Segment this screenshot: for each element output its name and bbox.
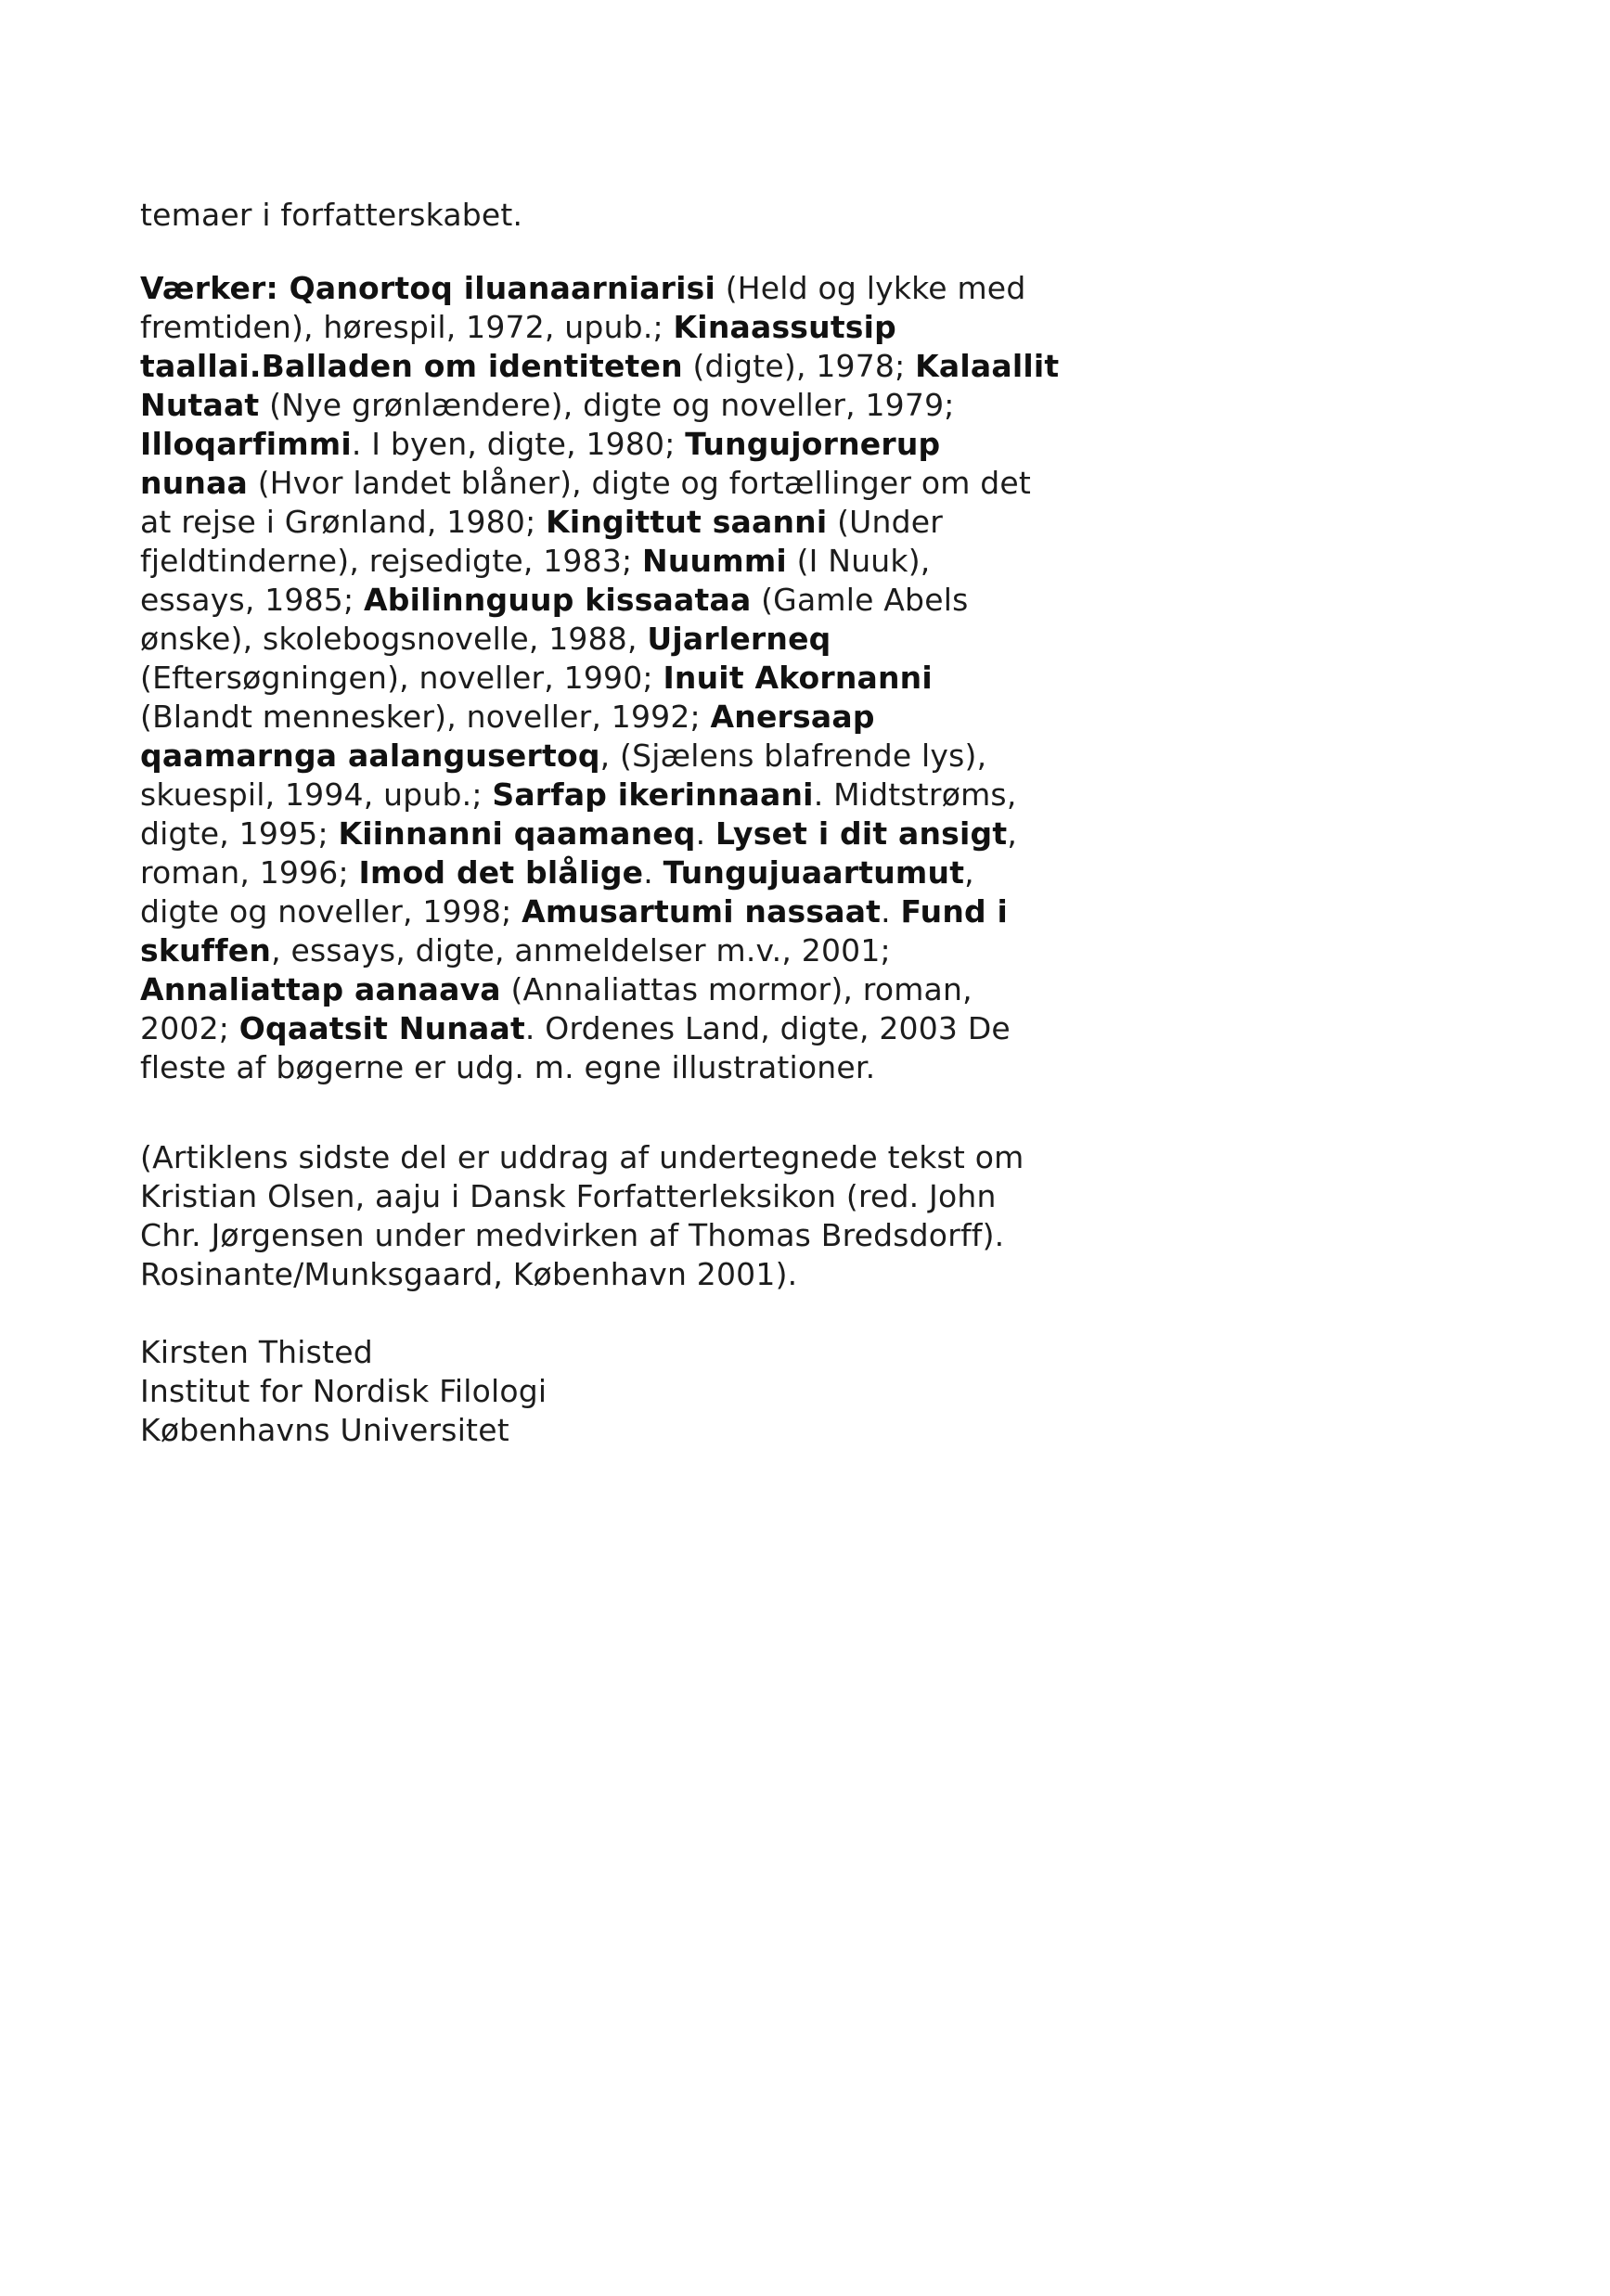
body-text: , (1007, 815, 1018, 852)
works-line (140, 931, 1124, 970)
body-text: (Gamle Abels (751, 582, 969, 618)
body-text: . Midtstrøms, (813, 776, 1017, 813)
body-text: (Held og lykke med (715, 270, 1026, 306)
works-line (140, 464, 1124, 503)
note-line: (Artiklens sidste del er uddrag af undertegnede tekst om (140, 1139, 1024, 1175)
bold-title-text: Tungujuaartumut (663, 854, 965, 891)
works-line (140, 542, 1124, 581)
works-line (140, 347, 1124, 386)
bold-title-text: Nuummi (642, 543, 787, 579)
works-line (140, 970, 1124, 1009)
bold-title-text: Nutaat (140, 387, 260, 423)
source-note-paragraph (140, 1138, 1124, 1294)
intro-paragraph (140, 196, 1124, 235)
bold-title-text: Ujarlerneq (647, 621, 831, 657)
bold-title-text: Kinaassutsip (673, 309, 896, 345)
works-line (140, 386, 1124, 425)
works-line (140, 815, 1124, 853)
body-text: digte, 1995; (140, 815, 339, 852)
body-text: . (695, 815, 716, 852)
body-text: fremtiden), hørespil, 1972, upub.; (140, 309, 674, 345)
body-text: fleste af bøgerne er udg. m. egne illustrationer. (140, 1049, 876, 1085)
author-university: Københavns Universitet (140, 1412, 509, 1448)
bold-title-text: Kiinnanni qaamaneq (338, 815, 696, 852)
works-line (140, 737, 1124, 776)
body-text: (Under (827, 504, 944, 540)
bold-title-text: taallai.Balladen om identiteten (140, 348, 683, 384)
body-text: (Blandt mennesker), noveller, 1992; (140, 699, 711, 735)
bold-title-text: skuffen (140, 932, 272, 968)
bold-title-text: Abilinnguup kissaataa (364, 582, 752, 618)
works-paragraph (140, 269, 1124, 1087)
bold-title-text: Illoqarfimmi (140, 426, 352, 462)
body-text: (digte), 1978; (682, 348, 916, 384)
works-line (140, 1048, 1124, 1087)
works-line (140, 892, 1124, 931)
body-text: (Hvor landet blåner), digte og fortællinger om det (248, 465, 1032, 501)
author-name: Kirsten Thisted (140, 1334, 373, 1370)
body-text: . Ordenes Land, digte, 2003 De (524, 1010, 1011, 1046)
bold-title-text: Kingittut saanni (546, 504, 828, 540)
body-text: at rejse i Grønland, 1980; (140, 504, 547, 540)
bold-title-text: Qanortoq iluanaarniarisi (289, 270, 716, 306)
body-text: 2002; (140, 1010, 239, 1046)
works-line (140, 581, 1124, 620)
works-line (140, 503, 1124, 542)
works-line (140, 776, 1124, 815)
works-line (140, 425, 1124, 464)
intro-line: temaer i forfatterskabet. (140, 197, 523, 233)
works-line (140, 659, 1124, 698)
note-line: Rosinante/Munksgaard, København 2001). (140, 1256, 798, 1292)
works-line (140, 1009, 1124, 1048)
bold-title-text: Inuit Akornanni (663, 660, 933, 696)
body-text: essays, 1985; (140, 582, 365, 618)
body-text: , (964, 854, 974, 891)
bold-title-text: qaamarnga aalangusertoq (140, 738, 600, 774)
bold-title-text: Annaliattap aanaava (140, 971, 501, 1007)
body-text: ønske), skolebogsnovelle, 1988, (140, 621, 648, 657)
works-line (140, 308, 1124, 347)
bold-title-text: Amusartumi nassaat (522, 893, 882, 930)
bold-title-text: Anersaap (710, 699, 875, 735)
body-text: fjeldtinderne), rejsedigte, 1983; (140, 543, 643, 579)
body-text: (Annaliattas mormor), roman, (500, 971, 972, 1007)
note-line: Kristian Olsen, aaju i Dansk Forfatterleksikon (red. John (140, 1178, 997, 1214)
body-text: . (881, 893, 901, 930)
note-line: Chr. Jørgensen under medvirken af Thomas Bredsdorff). (140, 1217, 1005, 1253)
body-text: (Nye grønlændere), digte og noveller, 1979; (259, 387, 955, 423)
works-line (140, 269, 1124, 308)
bold-title-text: Lyset i dit ansigt (715, 815, 1008, 852)
bold-title-text: Oqaatsit Nunaat (238, 1010, 525, 1046)
bold-title-text: Kalaallit (915, 348, 1060, 384)
body-text: (Eftersøgningen), noveller, 1990; (140, 660, 663, 696)
body-text: , essays, digte, anmeldelser m.v., 2001; (271, 932, 891, 968)
author-institute: Institut for Nordisk Filologi (140, 1373, 547, 1409)
works-line (140, 620, 1124, 659)
body-text: skuespil, 1994, upub.; (140, 776, 493, 813)
body-text: . (643, 854, 663, 891)
body-text: digte og noveller, 1998; (140, 893, 522, 930)
body-text: roman, 1996; (140, 854, 359, 891)
bold-title-text: Værker: (140, 270, 290, 306)
works-line (140, 853, 1124, 892)
body-text: (I Nuuk), (786, 543, 931, 579)
bold-title-text: Tungujornerup (685, 426, 941, 462)
bold-title-text: Imod det blålige (358, 854, 644, 891)
bold-title-text: Fund i (900, 893, 1009, 930)
bold-title-text: nunaa (140, 465, 249, 501)
works-line (140, 698, 1124, 737)
bold-title-text: Sarfap ikerinnaani (492, 776, 814, 813)
body-text: , (Sjælens blafrende lys), (599, 738, 987, 774)
body-text: . I byen, digte, 1980; (351, 426, 686, 462)
signature-block (140, 1333, 1124, 1450)
